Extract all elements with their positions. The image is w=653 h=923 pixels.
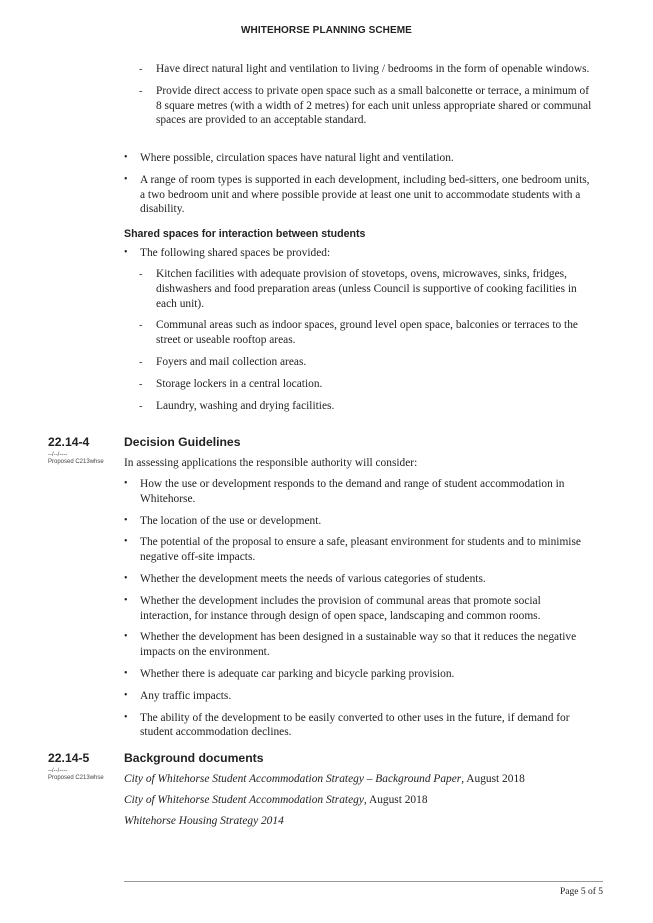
- background-doc: [124, 772, 594, 787]
- doc-title: Whitehorse Housing Strategy 2014: [124, 815, 284, 827]
- doc-title: City of Whitehorse Student Accommodation Strategy – Background Paper: [124, 773, 462, 785]
- list-item: • Whether the development includes the provision of communal areas that promote social interaction, for instance through design of open space, landscaping and common rooms.: [124, 594, 594, 624]
- shared-bullet-list: [124, 246, 594, 268]
- list-item: • How the use or development responds to the demand and range of student accommodation in Whitehorse.: [124, 477, 594, 507]
- shared-spaces-heading: Shared spaces for interaction between students: [124, 228, 366, 240]
- list-item: • Whether the development has been designed in a sustainable way so that it reduces the negative impacts on the environment.: [124, 630, 594, 660]
- list-item: - Kitchen facilities with adequate provision of stovetops, ovens, microwaves, sinks, fridges, dishwashers and food preparation areas (unless Council is supportive of cooking facilities in each unit).: [139, 267, 594, 311]
- section-title: Decision Guidelines: [124, 435, 241, 449]
- list-item: - Communal areas such as indoor spaces, ground level open space, balconies or terraces to the street or useable rooftop areas.: [139, 318, 594, 348]
- decision-intro: In assessing applications the responsible authority will consider:: [124, 457, 418, 469]
- shared-dash-list: [139, 267, 594, 420]
- doc-date: , August 2018: [363, 794, 428, 806]
- section-number: 22.14-4: [48, 435, 90, 449]
- section-date: --/--/----: [48, 768, 68, 774]
- top-bullet-list: [124, 151, 594, 224]
- list-item: • The potential of the proposal to ensure a safe, pleasant environment for students and to minimise negative off-site impacts.: [124, 535, 594, 565]
- section-number: 22.14-5: [48, 751, 90, 765]
- background-doc: [124, 814, 594, 829]
- section-amendment: Proposed C213whse: [48, 775, 104, 781]
- list-item: - Have direct natural light and ventilation to living / bedrooms in the form of openable windows.: [139, 62, 594, 77]
- list-item: • The location of the use or development.: [124, 514, 594, 529]
- doc-title: City of Whitehorse Student Accommodation Strategy: [124, 794, 364, 806]
- footer-divider: [124, 881, 603, 882]
- section-title: Background documents: [124, 751, 264, 765]
- list-item: • A range of room types is supported in each development, including bed-sitters, one bedroom units, a two bedroom unit and where possible provide at least one unit to accommodate students with a disability.: [124, 173, 594, 217]
- list-item: - Laundry, washing and drying facilities.: [139, 399, 594, 414]
- background-doc: [124, 793, 594, 808]
- page-number: Page 5 of 5: [559, 887, 603, 897]
- top-dash-list: [139, 62, 594, 135]
- list-item: • Whether the development meets the needs of various categories of students.: [124, 572, 594, 587]
- page-header: WHITEHORSE PLANNING SCHEME: [241, 25, 412, 36]
- list-item: • The ability of the development to be easily converted to other uses in the future, if demand for student accommodation declines.: [124, 711, 594, 741]
- list-item: • Where possible, circulation spaces have natural light and ventilation.: [124, 151, 594, 166]
- list-item: • The following shared spaces be provided:: [124, 246, 594, 261]
- list-item: • Whether there is adequate car parking and bicycle parking provision.: [124, 667, 594, 682]
- section-meta: [48, 768, 104, 782]
- section-amendment: Proposed C213whse: [48, 459, 104, 465]
- list-item: - Foyers and mail collection areas.: [139, 355, 594, 370]
- list-item: - Storage lockers in a central location.: [139, 377, 594, 392]
- doc-date: , August 2018: [461, 773, 525, 785]
- decision-bullet-list: [124, 477, 594, 747]
- list-item: - Provide direct access to private open space such as a small balconette or terrace, a minimum of 8 square metres (with a width of 2 metres) for each unit unless appropriate shared or communal spaces are provided to an acceptable standard.: [139, 84, 594, 128]
- list-item: • Any traffic impacts.: [124, 689, 594, 704]
- section-meta: [48, 452, 104, 466]
- section-date: --/--/----: [48, 452, 68, 458]
